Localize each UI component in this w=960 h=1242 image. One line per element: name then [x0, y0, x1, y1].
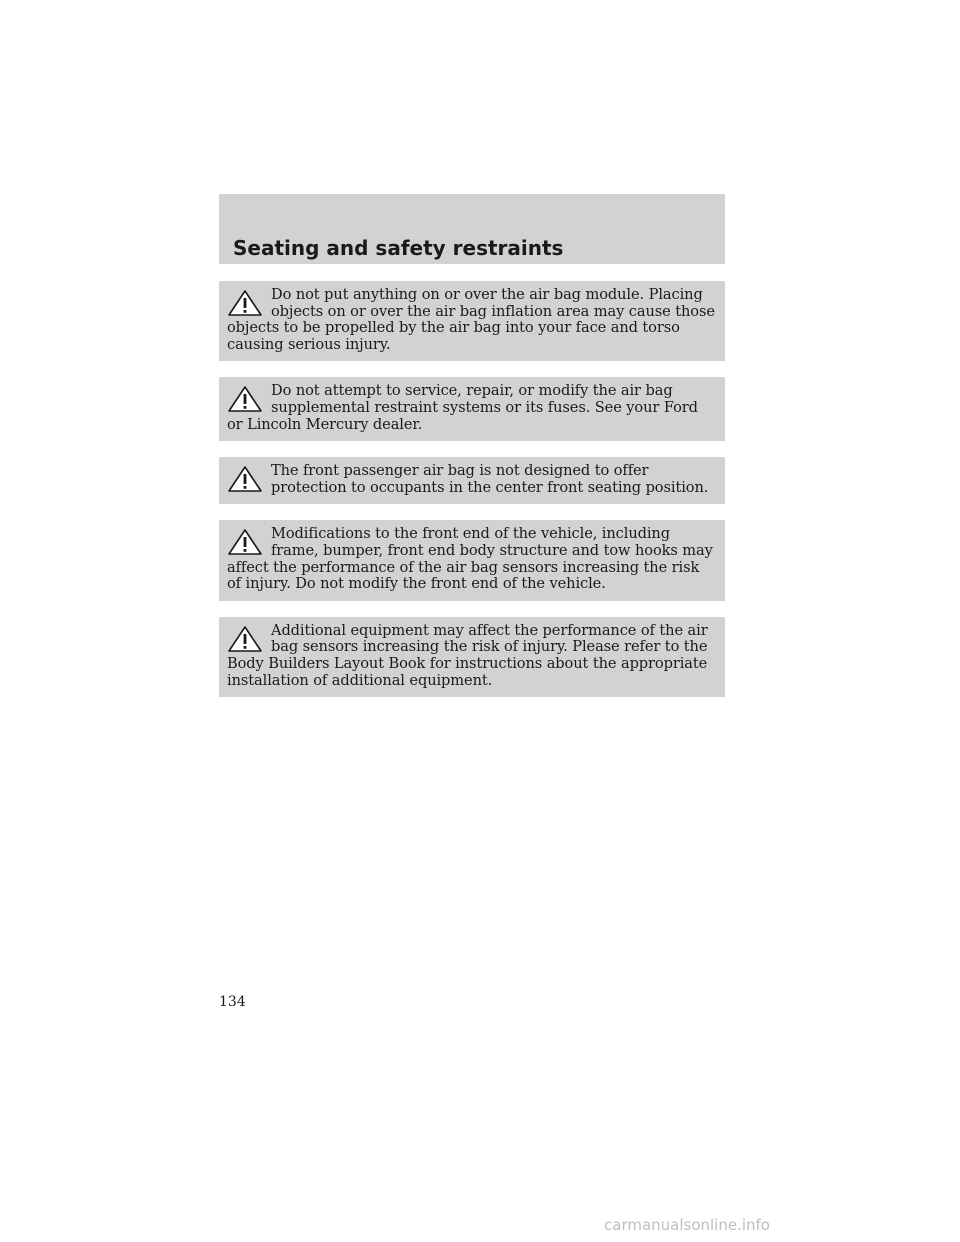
warning-box [219, 520, 725, 600]
page-number: 134 [219, 994, 246, 1010]
warning-triangle-icon [227, 625, 263, 653]
section-header [219, 194, 725, 264]
warning-text: Do not put anything on or over the air bag module. Placing objects on or over the air bag inflation area may cause those objects to be propelled by the air bag into your face and torso causing serious injury. [227, 286, 715, 353]
warning-triangle-icon [227, 385, 263, 413]
warning-box [219, 377, 725, 441]
warning-triangle-icon [227, 289, 263, 317]
warning-box [219, 457, 725, 504]
warning-text: The front passenger air bag is not designed to offer protection to occupants in the center front seating position. [271, 462, 709, 496]
warning-box [219, 617, 725, 697]
warning-text: Modifications to the front end of the vehicle, including frame, bumper, front end body structure and tow hooks may affect the performance of the air bag sensors increasing the risk of injury. Do not modify the front end of the vehicle. [227, 525, 713, 593]
warnings-list [219, 281, 725, 713]
warning-text: Do not attempt to service, repair, or modify the air bag supplemental restraint systems or its fuses. See your Ford or Lincoln Mercury dealer. [227, 382, 698, 433]
section-title: Seating and safety restraints [233, 236, 564, 260]
watermark: carmanualsonline.info [604, 1216, 770, 1234]
warning-triangle-icon [227, 528, 263, 556]
warning-triangle-icon [227, 465, 263, 493]
warning-box [219, 281, 725, 361]
warning-text: Additional equipment may affect the performance of the air bag sensors increasing the risk of injury. Please refer to the Body Builders Layout Book for instructions about the appropriate installation of additional equipment. [227, 621, 708, 689]
